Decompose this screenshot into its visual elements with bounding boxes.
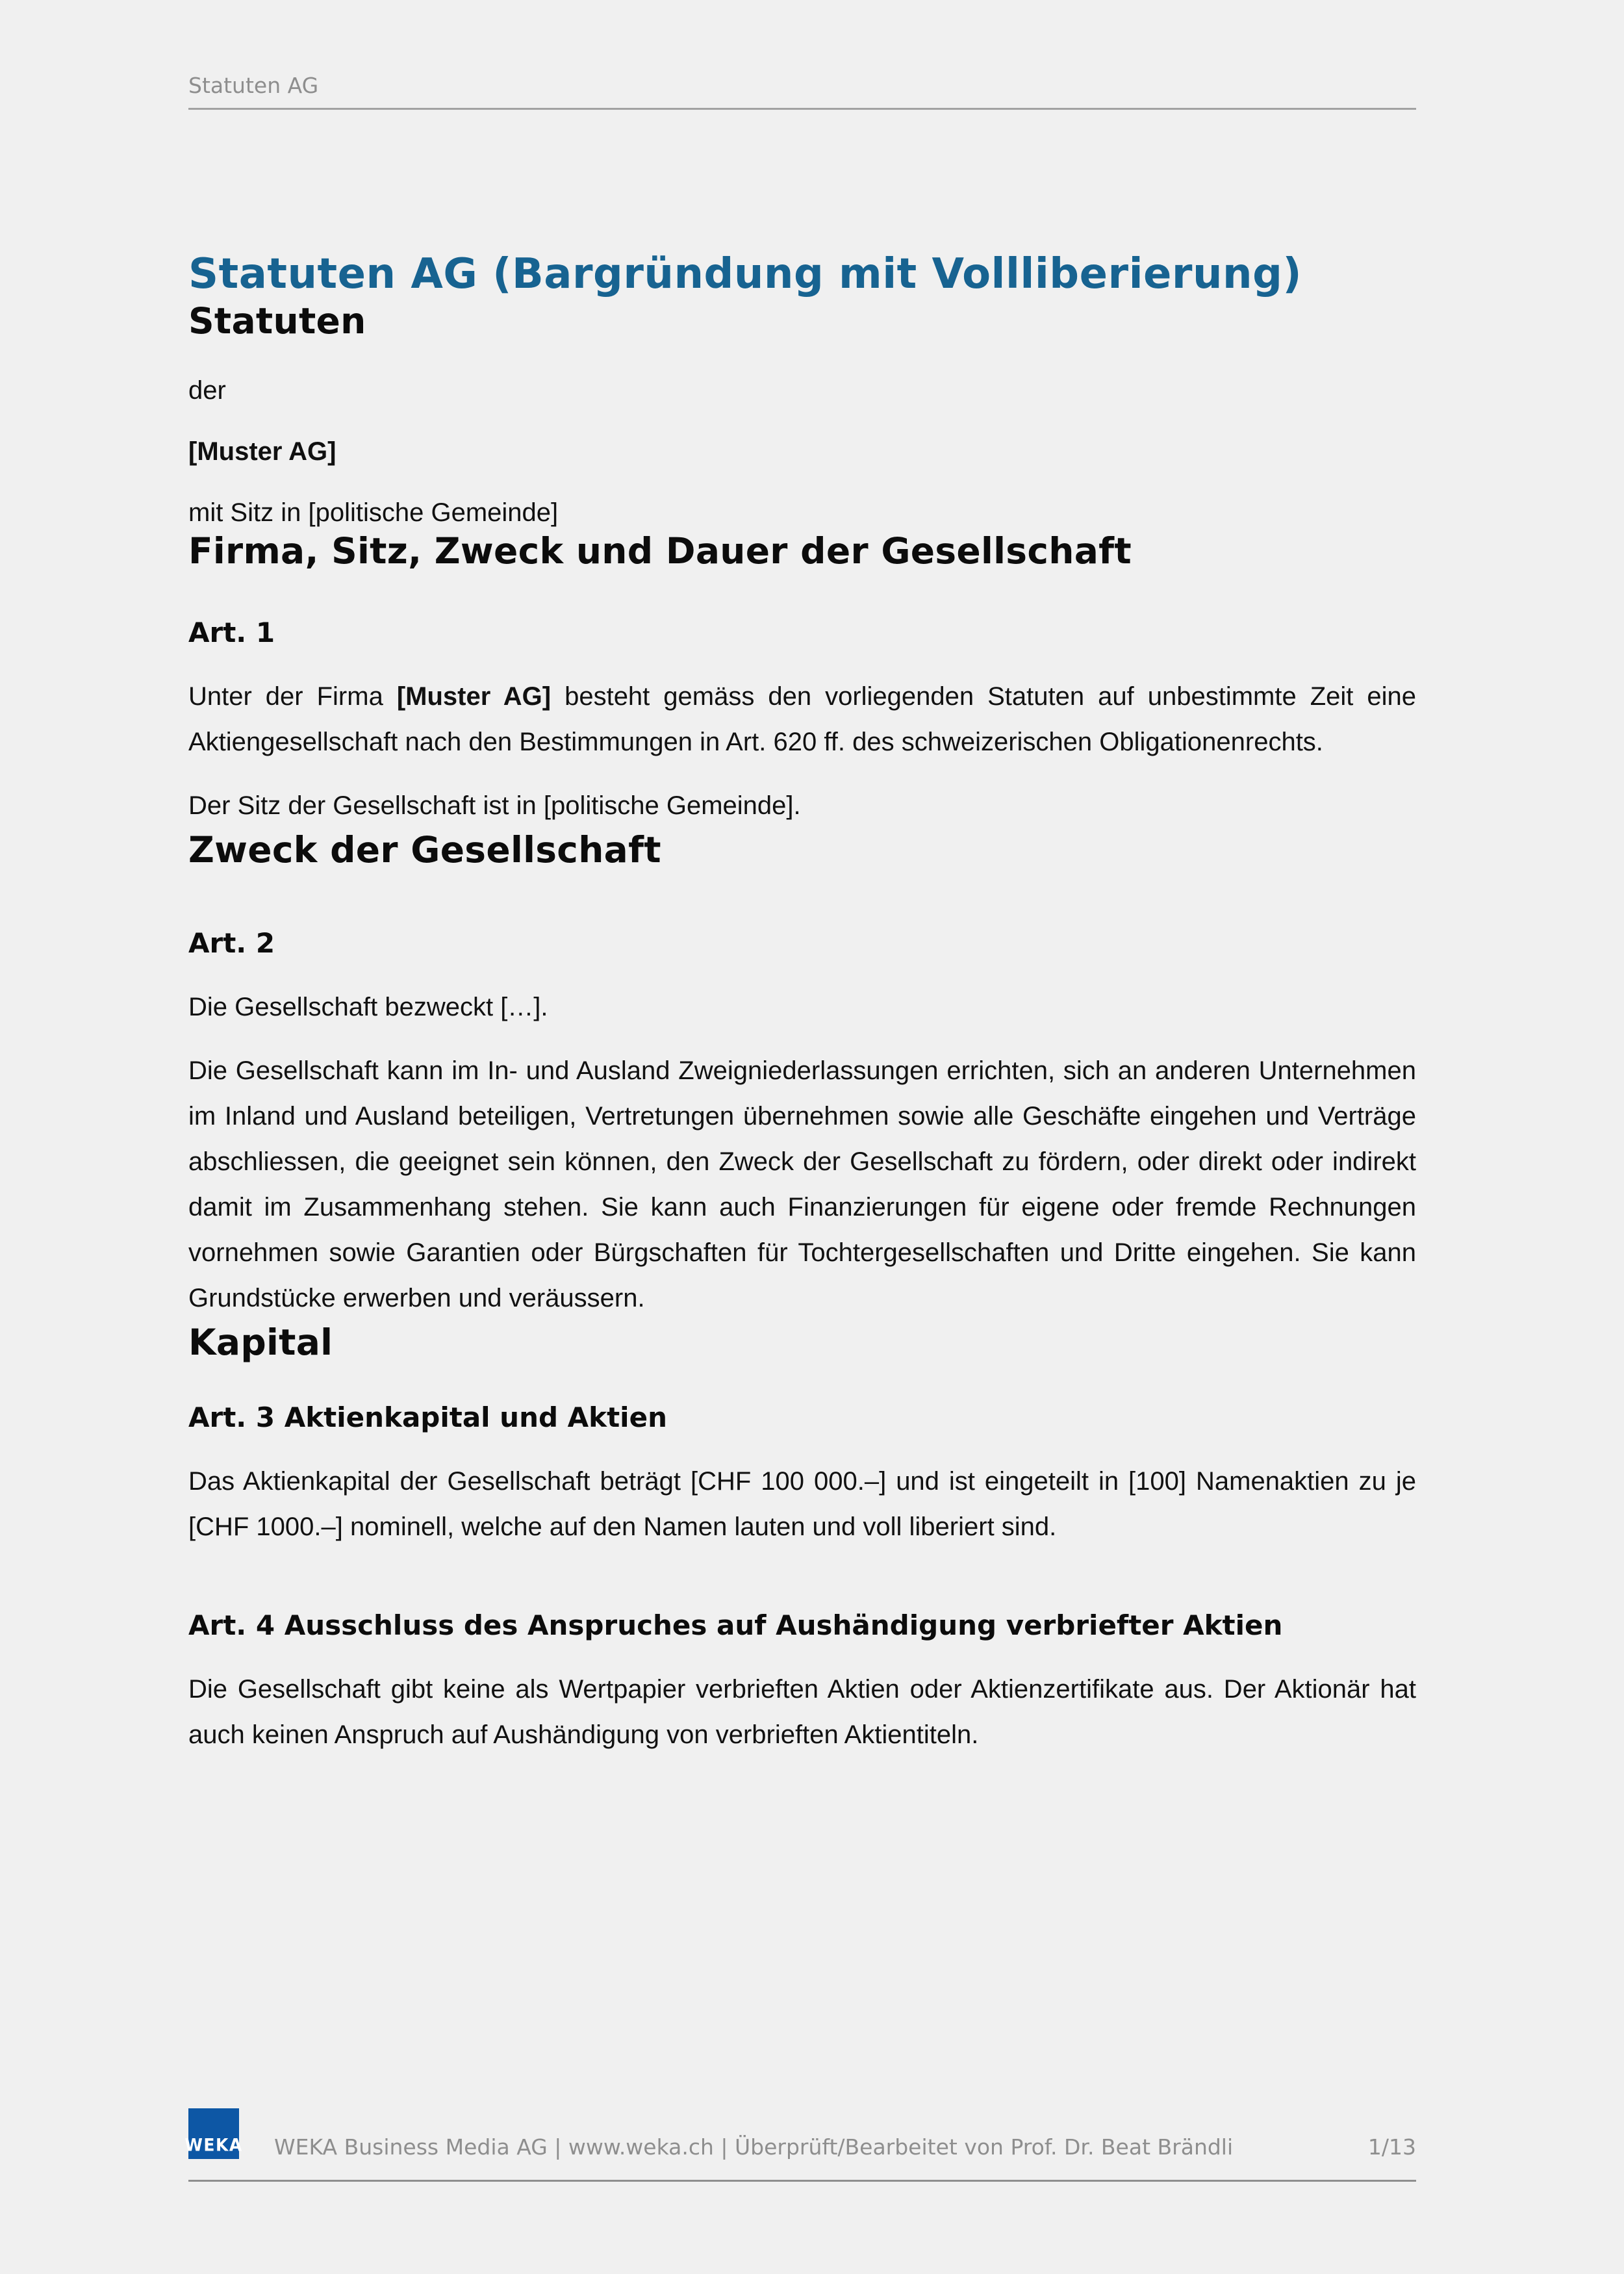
art1-paragraph-1 xyxy=(188,674,1416,765)
weka-logo-text: WEKA xyxy=(184,2135,243,2155)
heading-statuten: Statuten xyxy=(188,300,366,342)
footer-info: WEKA Business Media AG | www.weka.ch | Überprüft/Bearbeitet von Prof. Dr. Beat Brändli xyxy=(274,2134,1234,2160)
art1-p1-company-bold: [Muster AG] xyxy=(396,682,552,711)
header-doc-ref: Statuten AG xyxy=(188,73,319,98)
art3-paragraph: Das Aktienkapital der Gesellschaft beträgt [CHF 100 000.–] und ist eingeteilt in [100] Namenaktien zu je [CHF 1000.–] nominell, welche auf den Namen lauten und voll liberiert sind. xyxy=(188,1467,1416,1541)
intro-line-sitz: mit Sitz in [politische Gemeinde] xyxy=(188,498,559,527)
art1-p1-pre: Unter der Firma xyxy=(188,682,397,711)
art4-heading: Art. 4 Ausschluss des Anspruches auf Aushändigung verbriefter Aktien xyxy=(188,1609,1283,1641)
footer-divider xyxy=(188,2180,1416,2182)
art4-paragraph: Die Gesellschaft gibt keine als Wertpapier verbrieften Aktien oder Aktienzertifikate aus. Der Aktionär hat auch keinen Anspruch auf Aushändigung von verbrieften Aktientiteln. xyxy=(188,1675,1416,1749)
document-title: Statuten AG (Bargründung mit Vollliberierung) xyxy=(188,250,1302,298)
intro-line-company: [Muster AG] xyxy=(188,437,336,466)
art1-p1-post: besteht gemäss den vorliegenden Statuten auf unbestimmte Zeit eine Aktiengesellschaft nach den Bestimmungen in Art. 620 ff. des schweizerischen Obligationenrechts. xyxy=(188,682,1416,756)
heading-firma-sitz-zweck-dauer: Firma, Sitz, Zweck und Dauer der Gesellschaft xyxy=(188,530,1132,572)
art1-paragraph-2: Der Sitz der Gesellschaft ist in [politische Gemeinde]. xyxy=(188,791,801,820)
art2-paragraph-1: Die Gesellschaft bezweckt […]. xyxy=(188,993,548,1021)
page-header xyxy=(188,73,1416,110)
footer-page-number: 1/13 xyxy=(1367,2134,1416,2160)
art2-paragraph-2: Die Gesellschaft kann im In- und Ausland Zweigniederlassungen errichten, sich an anderen Unternehmen im Inland und Ausland beteiligen, Vertretungen übernehmen sowie alle Geschäfte eingehen und Verträge abschliessen, die geeignet sein können, den Zweck der Gesellschaft zu fördern, oder direkt oder indirekt damit im Zusammenhang stehen. Sie kann auch Finanzierungen für eigene oder fremde Rechnungen vornehmen sowie Garantien oder Bürgschaften für Tochtergesellschaften und Dritte eingehen. Sie kann Grundstücke erwerben und veräussern. xyxy=(188,1056,1416,1312)
weka-logo xyxy=(184,2108,243,2159)
art2-label: Art. 2 xyxy=(188,927,275,959)
art1-label: Art. 1 xyxy=(188,617,275,648)
page-content xyxy=(188,0,1416,1757)
heading-zweck: Zweck der Gesellschaft xyxy=(188,829,661,871)
intro-line-der: der xyxy=(188,376,226,405)
heading-kapital: Kapital xyxy=(188,1322,333,1363)
art3-heading: Art. 3 Aktienkapital und Aktien xyxy=(188,1401,667,1433)
